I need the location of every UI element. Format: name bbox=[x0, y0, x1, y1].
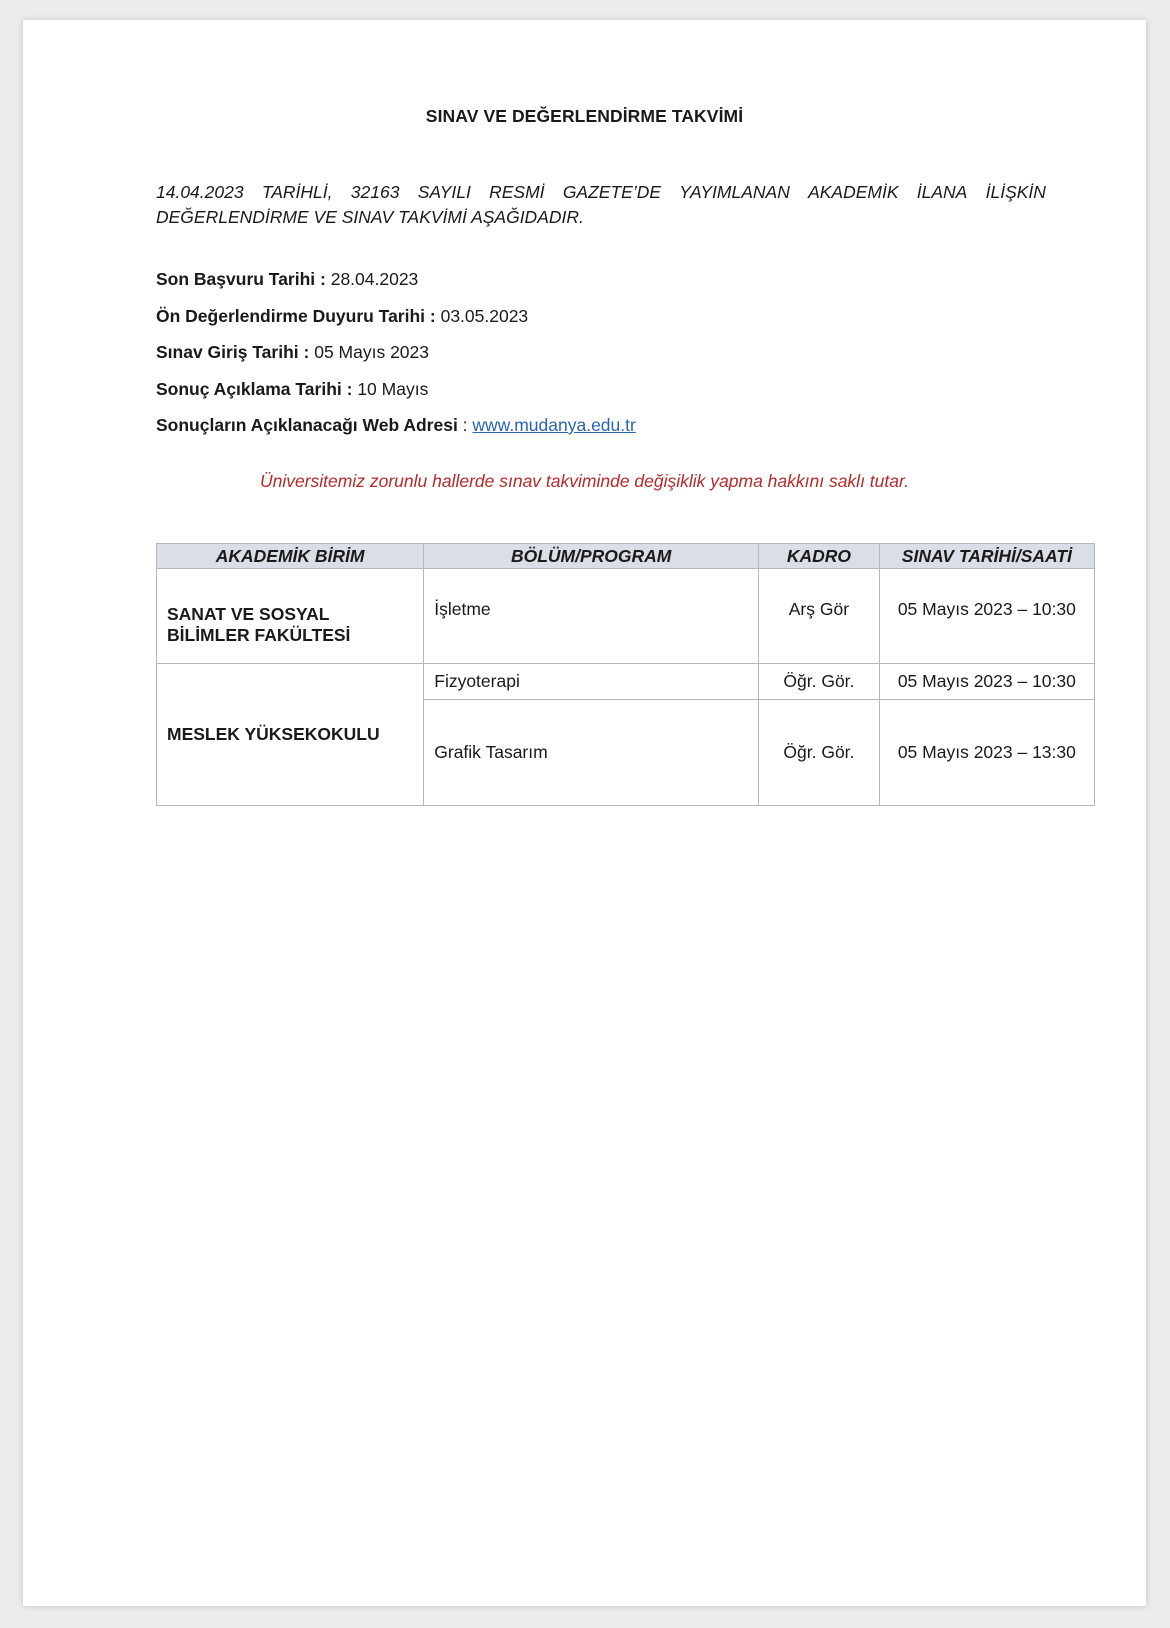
header-bolum-program: BÖLÜM/PROGRAM bbox=[424, 544, 759, 569]
table-row bbox=[157, 664, 1095, 700]
intro-word: İLİŞKİN bbox=[985, 182, 1046, 202]
info-row-pre-evaluation bbox=[156, 305, 636, 342]
kadro-cell: Öğr. Gör. bbox=[759, 700, 880, 806]
intro-line-2: DEĞERLENDİRME VE SINAV TAKVİMİ AŞAĞIDADIR. bbox=[156, 207, 584, 227]
info-label: Sınav Giriş Tarihi : bbox=[156, 342, 310, 362]
kadro-cell: Öğr. Gör. bbox=[759, 664, 880, 700]
info-row-results-date bbox=[156, 378, 636, 415]
disclaimer-note: Üniversitemiz zorunlu hallerde sınav takviminde değişiklik yapma hakkını saklı tutar. bbox=[259, 471, 910, 491]
sinav-cell: 05 Mayıs 2023 – 10:30 bbox=[879, 569, 1094, 664]
page-title: SINAV VE DEĞERLENDİRME TAKVİMİ bbox=[425, 106, 744, 126]
info-row-exam-date bbox=[156, 341, 636, 378]
intro-word: GAZETE’DE bbox=[562, 182, 662, 202]
document-page bbox=[23, 20, 1146, 1606]
kadro-cell: Arş Gör bbox=[759, 569, 880, 664]
sinav-cell: 05 Mayıs 2023 – 10:30 bbox=[879, 664, 1094, 700]
intro-word: RESMİ bbox=[489, 182, 545, 202]
info-label: Sonuç Açıklama Tarihi : bbox=[156, 378, 353, 399]
intro-paragraph bbox=[156, 180, 1046, 230]
intro-word: SAYILI bbox=[417, 182, 471, 202]
header-sinav-tarihi: SINAV TARİHİ/SAATİ bbox=[879, 544, 1094, 569]
intro-line-1 bbox=[156, 180, 1046, 205]
program-cell: Grafik Tasarım bbox=[424, 700, 759, 806]
program-cell: İşletme bbox=[424, 569, 759, 664]
date-info-list bbox=[156, 268, 636, 451]
intro-word: 32163 bbox=[350, 182, 400, 202]
table-header-row bbox=[157, 544, 1095, 569]
info-label: Ön Değerlendirme Duyuru Tarihi : bbox=[156, 305, 436, 326]
info-row-deadline bbox=[156, 268, 636, 305]
info-label: Son Başvuru Tarihi : bbox=[156, 269, 326, 289]
intro-word: 14.04.2023 bbox=[156, 182, 244, 202]
intro-word: AKADEMİK bbox=[808, 182, 899, 202]
exam-schedule-table bbox=[156, 543, 1095, 806]
sinav-cell: 05 Mayıs 2023 – 13:30 bbox=[879, 700, 1094, 806]
header-akademik-birim: AKADEMİK BİRİM bbox=[157, 544, 424, 569]
info-value: 03.05.2023 bbox=[435, 305, 529, 326]
intro-word: YAYIMLANAN bbox=[679, 182, 790, 202]
info-value: 05 Mayıs 2023 bbox=[309, 342, 429, 362]
unit-cell: SANAT VE SOSYAL BİLİMLER FAKÜLTESİ bbox=[157, 569, 424, 664]
program-cell: Fizyoterapi bbox=[424, 664, 759, 700]
header-kadro: KADRO bbox=[759, 544, 880, 569]
info-value: 28.04.2023 bbox=[325, 269, 419, 289]
info-value: 10 Mayıs bbox=[352, 378, 429, 399]
intro-word: İLANA bbox=[916, 182, 968, 202]
table-row bbox=[157, 569, 1095, 664]
unit-cell: MESLEK YÜKSEKOKULU bbox=[157, 664, 424, 806]
intro-word: TARİHLİ, bbox=[261, 182, 333, 202]
info-row-web-address bbox=[156, 414, 636, 451]
website-link[interactable]: www.mudanya.edu.tr bbox=[472, 415, 636, 435]
info-label: Sonuçların Açıklanacağı Web Adresi bbox=[156, 415, 458, 435]
info-separator: : bbox=[457, 415, 473, 435]
